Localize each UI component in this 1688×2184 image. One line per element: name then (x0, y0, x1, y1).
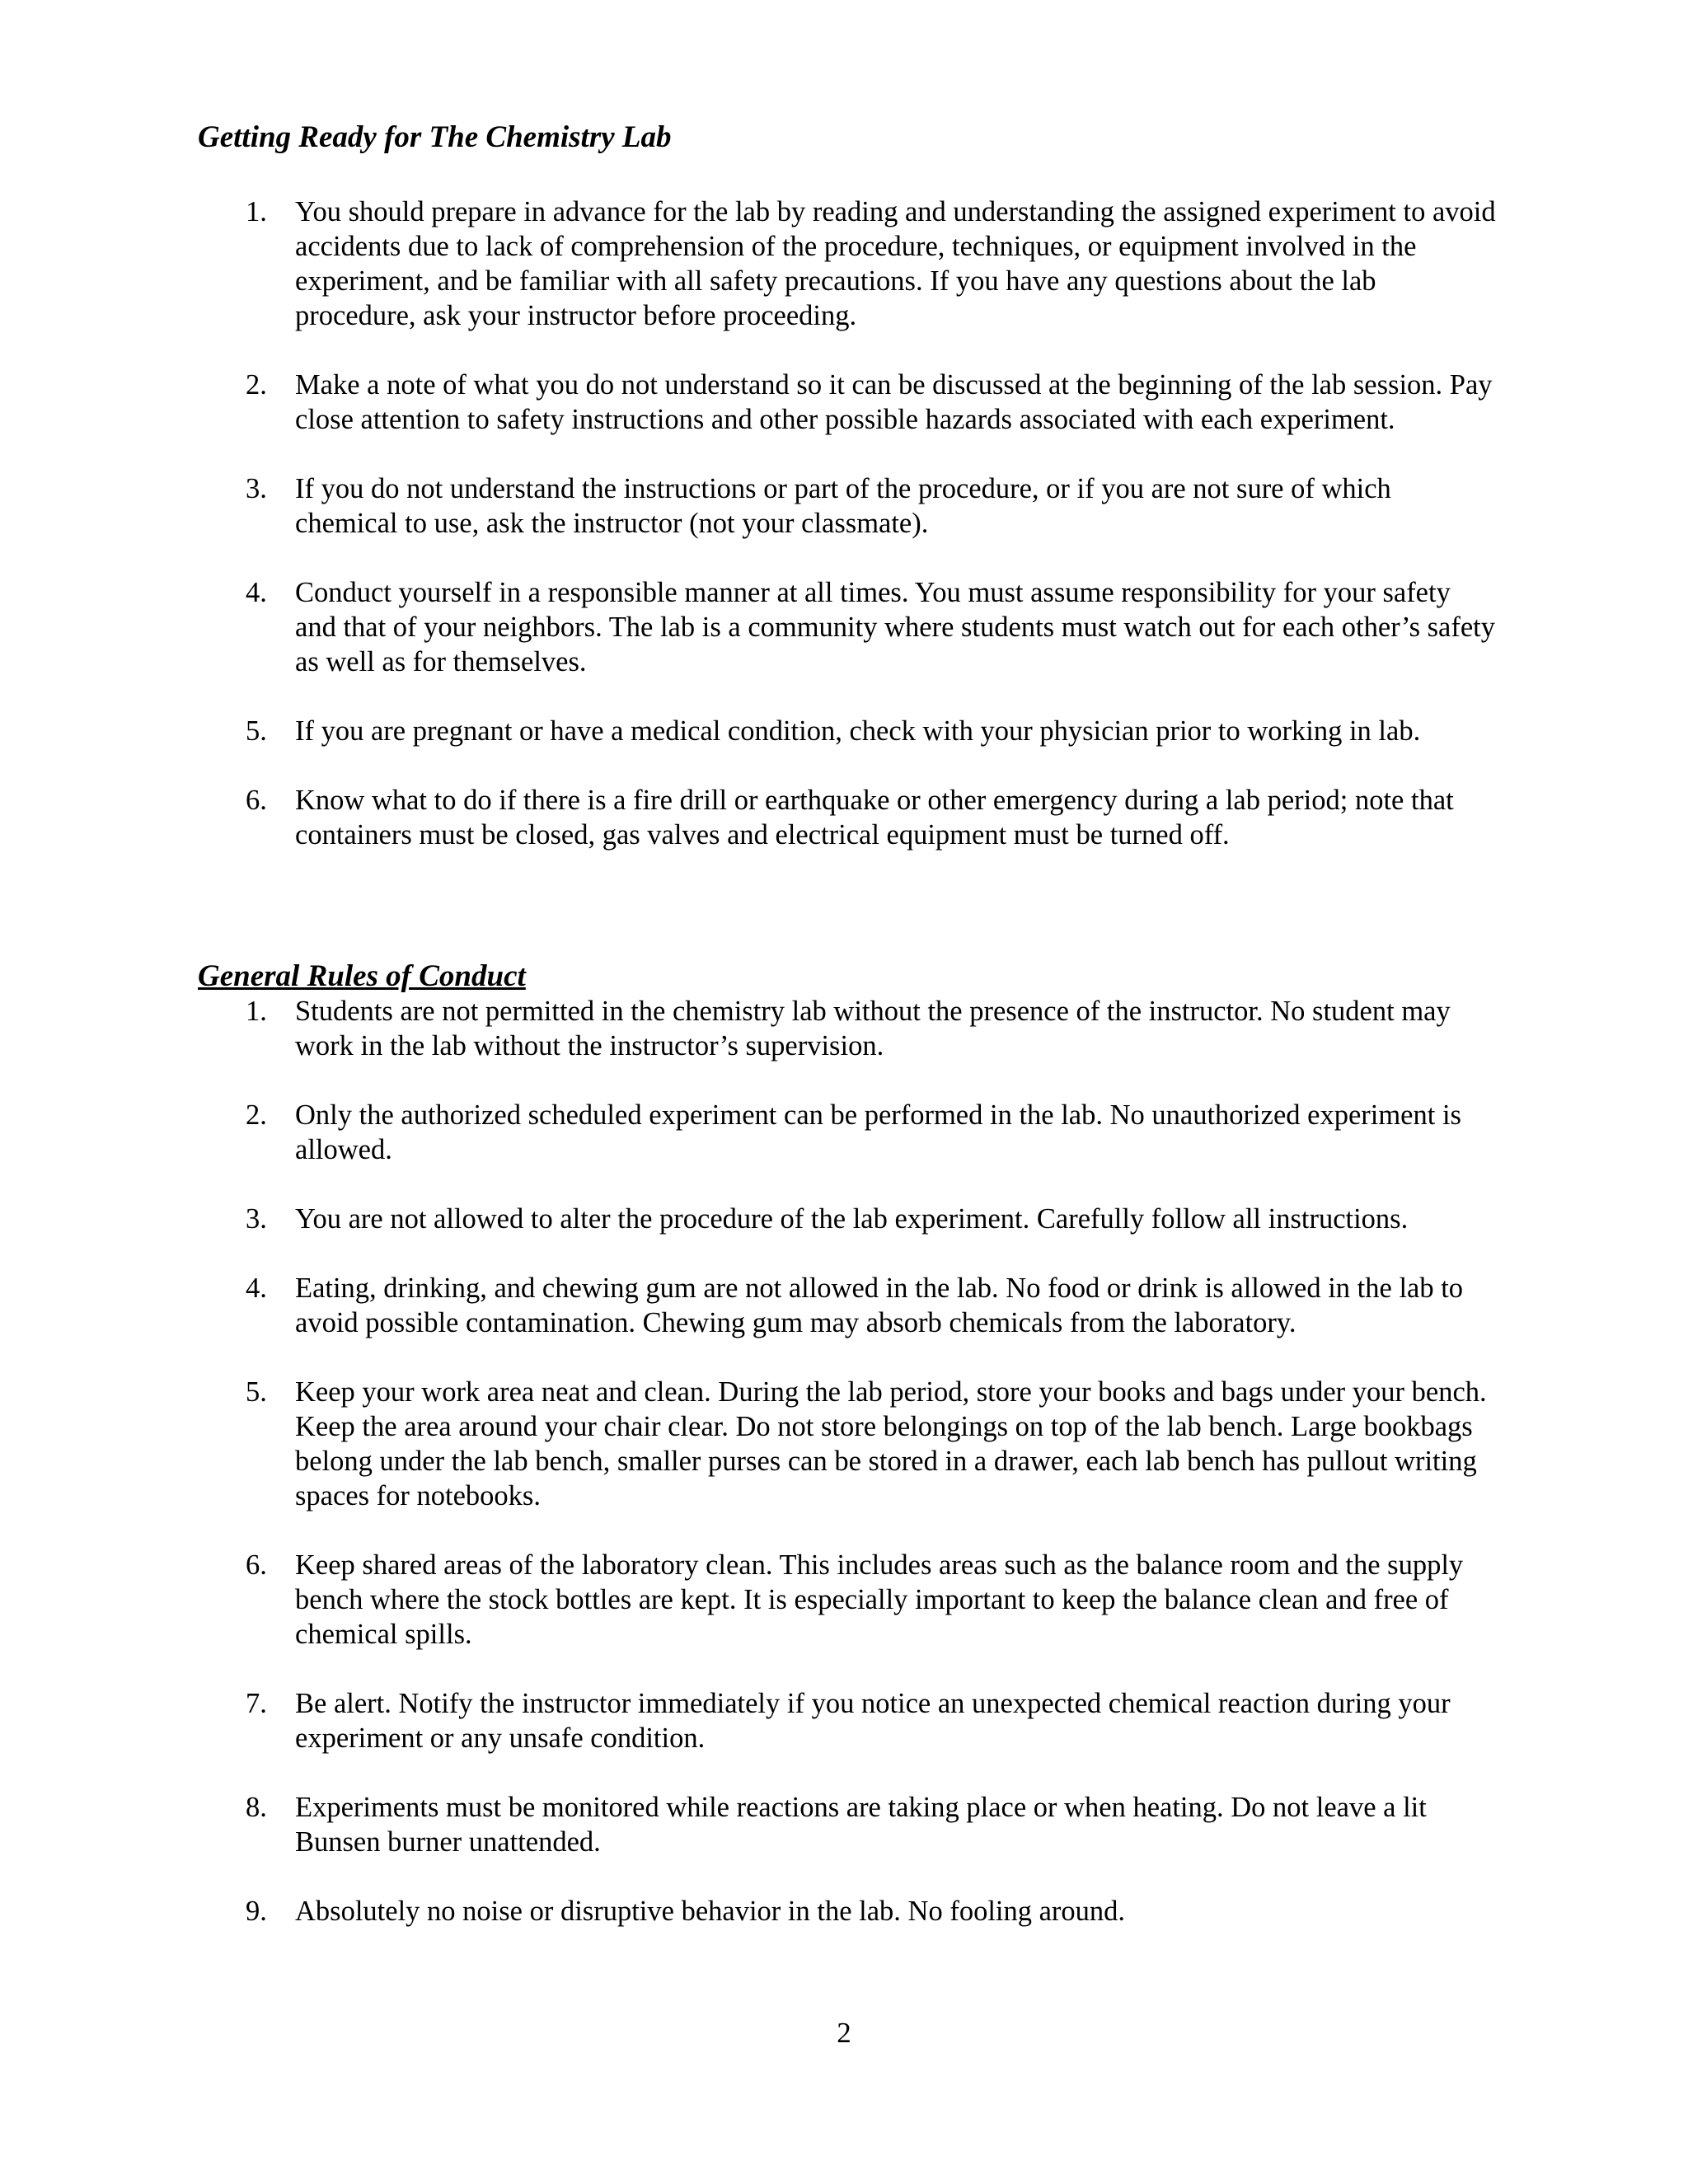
list-item (0, 1894, 1688, 1929)
item-text: Know what to do if there is a fire drill or earthquake or other emergency during a lab period; note that containers must be closed, gas valves and electrical equipment must be turned off. (295, 785, 1454, 851)
item-text: Students are not permitted in the chemistry lab without the presence of the instructor. No student may work in the lab without the instructor’s supervision. (295, 996, 1451, 1062)
getting-ready-list (0, 194, 1688, 852)
item-number: 1. (246, 196, 267, 227)
item-text: You are not allowed to alter the procedure of the lab experiment. Carefully follow all instructions. (295, 1203, 1409, 1235)
item-number: 3. (246, 473, 267, 504)
general-rules-list (0, 994, 1688, 1929)
item-text: Experiments must be monitored while reactions are taking place or when heating. Do not leave a lit Bunsen burner unattended. (295, 1792, 1427, 1858)
item-number: 8. (246, 1792, 267, 1823)
item-number: 9. (246, 1896, 267, 1927)
item-number: 3. (246, 1203, 267, 1235)
item-number: 2. (246, 369, 267, 401)
list-item (0, 194, 1688, 333)
list-item (0, 1098, 1688, 1167)
item-text: Only the authorized scheduled experiment can be performed in the lab. No unauthorized experiment is allowed. (295, 1099, 1461, 1165)
list-item (0, 1790, 1688, 1859)
item-number: 6. (246, 785, 267, 816)
page-number: 2 (837, 2017, 851, 2049)
item-text: Eating, drinking, and chewing gum are not allowed in the lab. No food or drink is allowed in the lab to avoid possible contamination. Chewing gum may absorb chemicals from the laboratory. (295, 1272, 1464, 1338)
item-text: If you do not understand the instructions or part of the procedure, or if you are not sure of which chemical to use, ask the instructor (not your classmate). (295, 473, 1391, 539)
list-item (0, 1686, 1688, 1755)
item-text: Keep shared areas of the laboratory clean. This includes areas such as the balance room and the supply bench where the stock bottles are kept. It is especially important to keep the balance clean and free of chemical spills. (295, 1549, 1464, 1650)
item-number: 4. (246, 577, 267, 608)
item-number: 2. (246, 1099, 267, 1131)
item-text: Absolutely no noise or disruptive behavior in the lab. No fooling around. (295, 1896, 1126, 1927)
list-item (0, 368, 1688, 437)
item-text: Conduct yourself in a responsible manner at all times. You must assume responsibility for your safety and that of your neighbors. The lab is a community where students must watch out for each other’s safety as well as for themselves. (295, 577, 1495, 677)
item-text: Keep your work area neat and clean. During the lab period, store your books and bags under your bench. Keep the area around your chair clear. Do not store belongings on top of the lab bench. Large bookbags belong under the lab bench, smaller purses can be stored in a drawer, each lab bench has pullout writing spaces for notebooks. (295, 1376, 1487, 1511)
list-item (0, 1548, 1688, 1652)
list-item (0, 1202, 1688, 1236)
list-item (0, 714, 1688, 748)
item-text: If you are pregnant or have a medical condition, check with your physician prior to working in lab. (295, 715, 1421, 747)
section-heading-general-rules: General Rules of Conduct (198, 959, 526, 993)
list-item (0, 994, 1688, 1063)
list-item (0, 783, 1688, 852)
item-number: 5. (246, 715, 267, 747)
list-item (0, 1271, 1688, 1340)
item-text: Make a note of what you do not understand so it can be discussed at the beginning of the lab session. Pay close attention to safety instructions and other possible hazards associated with each experiment. (295, 369, 1493, 435)
list-item (0, 1375, 1688, 1513)
item-number: 5. (246, 1376, 267, 1408)
list-item (0, 471, 1688, 541)
item-number: 7. (246, 1688, 267, 1719)
item-text: Be alert. Notify the instructor immediately if you notice an unexpected chemical reaction during your experiment or any unsafe condition. (295, 1688, 1451, 1754)
list-item (0, 575, 1688, 679)
item-number: 6. (246, 1549, 267, 1581)
item-number: 4. (246, 1272, 267, 1304)
item-text: You should prepare in advance for the lab by reading and understanding the assigned experiment to avoid accidents due to lack of comprehension of the procedure, techniques, or equipment involved in the experiment, and be familiar with all safety precautions. If you have any questions about the lab procedure, ask your instructor before proceeding. (295, 196, 1496, 331)
item-number: 1. (246, 996, 267, 1027)
section-heading-getting-ready: Getting Ready for The Chemistry Lab (198, 120, 672, 154)
